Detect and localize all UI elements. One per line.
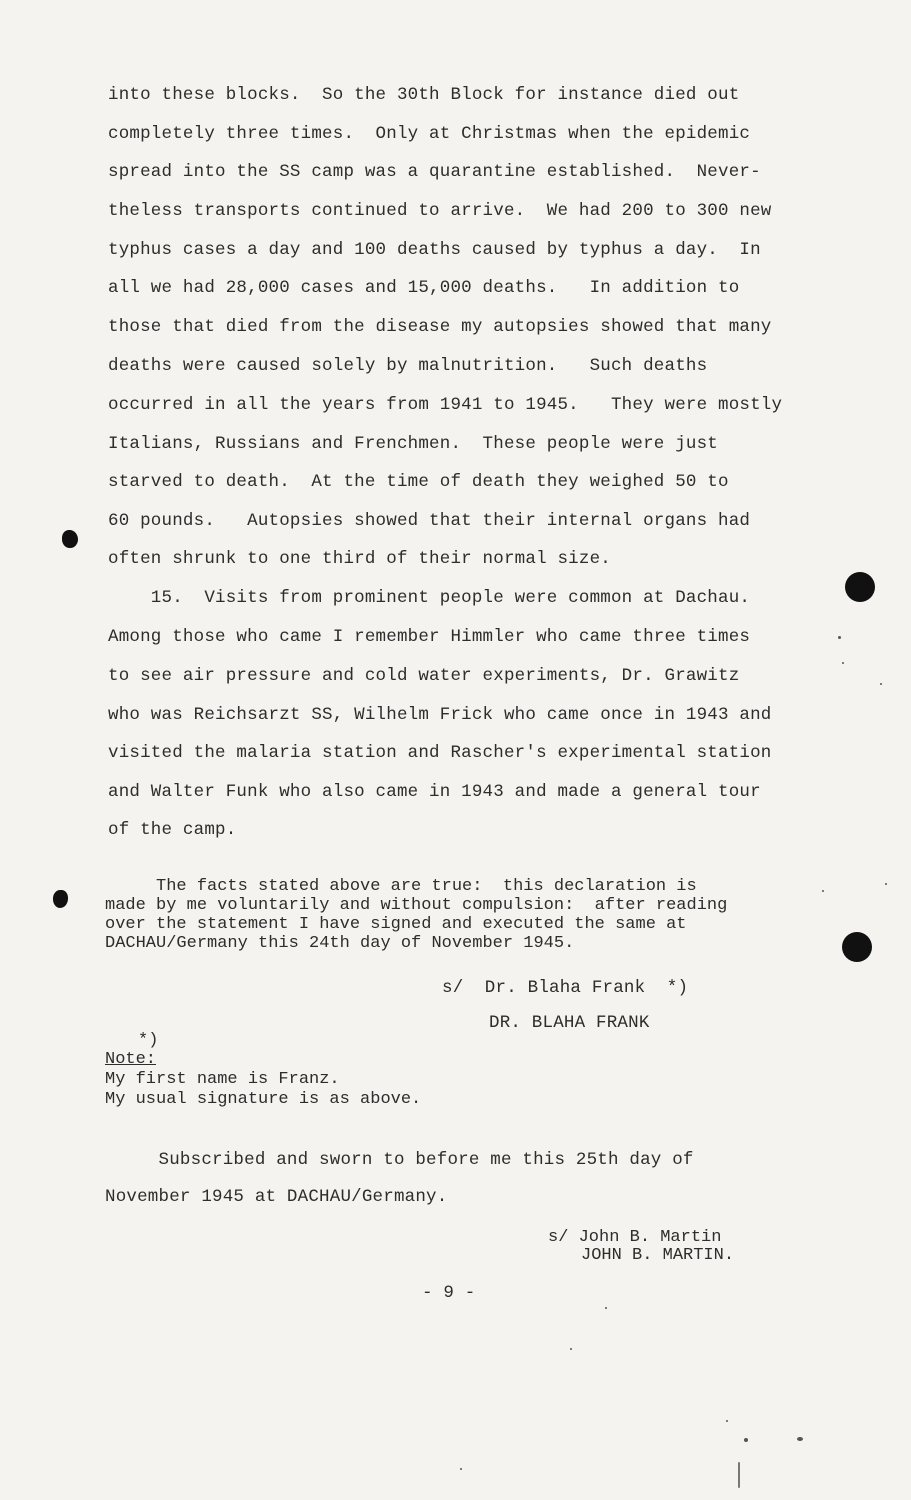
text-line: theless transports continued to arrive. We had 200 to 300 new [108, 201, 772, 221]
text-line: those that died from the disease my autopsies showed that many [108, 317, 772, 337]
text-line: deaths were caused solely by malnutrition. Such deaths [108, 356, 708, 376]
officer-typed: JOHN B. MARTIN. [581, 1246, 735, 1265]
officer-signed: s/ John B. Martin [548, 1228, 722, 1247]
speck [605, 1307, 607, 1309]
speck [885, 883, 887, 885]
text-line: and Walter Funk who also came in 1943 and made a general tour [108, 782, 761, 802]
punch-hole [842, 932, 872, 962]
speck [460, 1468, 462, 1470]
text-line: DACHAU/Germany this 24th day of November 1945. [105, 934, 575, 953]
text-line: Among those who came I remember Himmler who came three times [108, 627, 751, 647]
speck [822, 890, 824, 892]
speck [744, 1438, 748, 1442]
page-number: - 9 - [422, 1283, 476, 1303]
text-line: all we had 28,000 cases and 15,000 deaths. In addition to [108, 278, 740, 298]
note-line: My first name is Franz. [105, 1070, 340, 1089]
text-line: to see air pressure and cold water experiments, Dr. Grawitz [108, 666, 740, 686]
text-line: occurred in all the years from 1941 to 1945. They were mostly [108, 395, 783, 415]
speck [570, 1348, 572, 1350]
text-line: into these blocks. So the 30th Block for instance died out [108, 85, 740, 105]
punch-hole [845, 572, 875, 602]
text-line: of the camp. [108, 820, 237, 840]
text-line: over the statement I have signed and executed the same at [105, 915, 687, 934]
speck [726, 1420, 728, 1422]
text-line: starved to death. At the time of death they weighed 50 to [108, 472, 729, 492]
text-line: who was Reichsarzt SS, Wilhelm Frick who came once in 1943 and [108, 705, 772, 725]
signature-signed: s/ Dr. Blaha Frank *) [442, 978, 689, 998]
speck [880, 683, 882, 685]
text-line: November 1945 at DACHAU/Germany. [105, 1187, 448, 1207]
speck [738, 1462, 740, 1488]
text-line: typhus cases a day and 100 deaths caused by typhus a day. In [108, 240, 761, 260]
text-line: 60 pounds. Autopsies showed that their internal organs had [108, 511, 751, 531]
speck [797, 1437, 803, 1441]
text-line: visited the malaria station and Rascher's experimental station [108, 743, 772, 763]
note-asterisk: *) [138, 1031, 159, 1050]
note-line: My usual signature is as above. [105, 1090, 422, 1109]
ink-blot [53, 890, 68, 908]
text-line: Subscribed and sworn to before me this 25th day of [105, 1150, 694, 1170]
ink-blot [62, 530, 78, 548]
speck [838, 636, 841, 639]
signature-typed: DR. BLAHA FRANK [489, 1013, 650, 1033]
text-line: completely three times. Only at Christmas when the epidemic [108, 124, 751, 144]
text-line: The facts stated above are true: this declaration is [105, 877, 697, 896]
speck [842, 662, 844, 664]
text-line: spread into the SS camp was a quarantine established. Never- [108, 162, 761, 182]
note-label: Note: [105, 1050, 157, 1069]
text-line: made by me voluntarily and without compulsion: after reading [105, 896, 728, 915]
text-line: often shrunk to one third of their normal size. [108, 549, 611, 569]
text-line: 15. Visits from prominent people were common at Dachau. [108, 588, 751, 608]
text-line: Italians, Russians and Frenchmen. These people were just [108, 434, 718, 454]
